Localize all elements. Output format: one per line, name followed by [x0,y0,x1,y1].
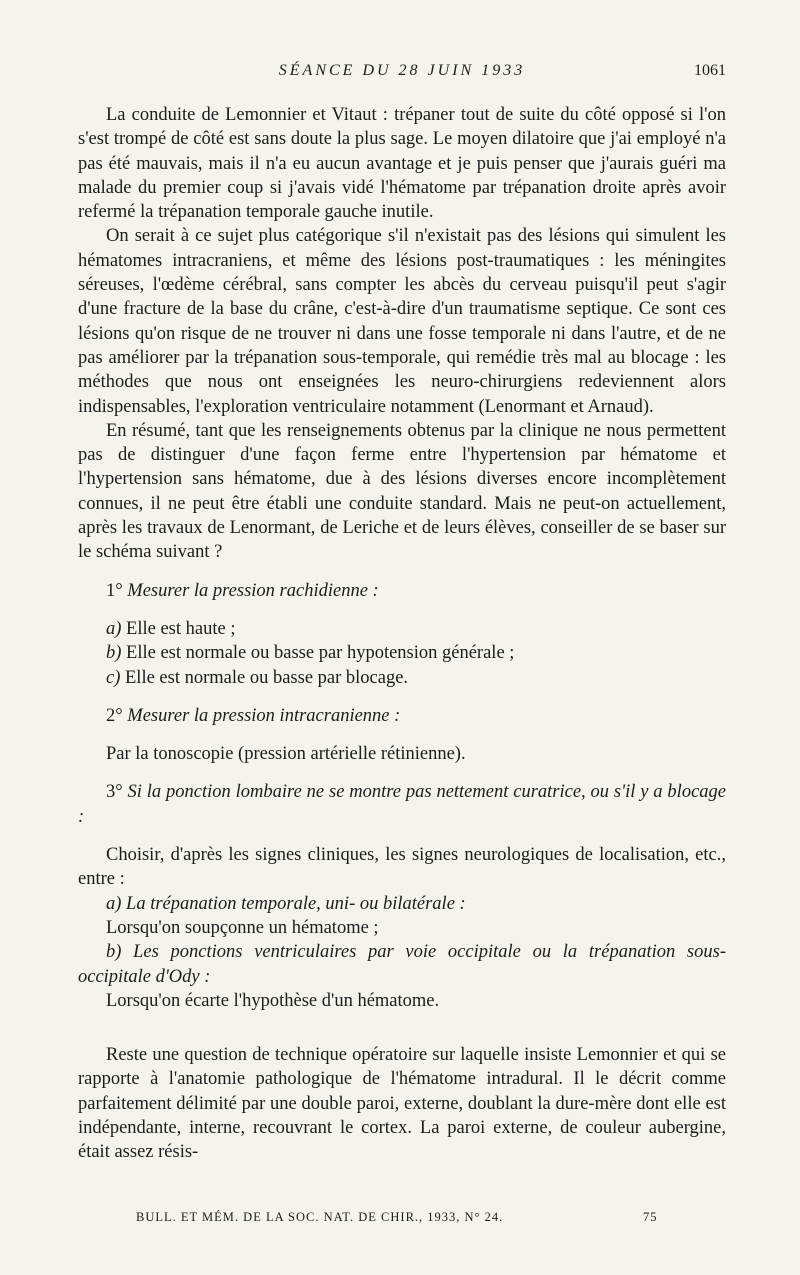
item-text: La trépanation temporale, uni- ou bilatérale : [126,893,466,914]
step-3-number: 3° [106,782,123,803]
step-3-text: Choisir, d'après les signes cliniques, les signes neurologiques de localisation, etc., entre : [78,845,726,890]
schema-step-3 [78,780,726,829]
step-1-item-b [78,641,726,665]
step-3-item-b [78,940,726,989]
body-text [78,103,726,1165]
step-1-item-c [78,666,726,690]
schema-step-1 [78,579,726,603]
journal-citation: BULL. ET MÉM. DE LA SOC. NAT. DE CHIR., 1933, N° 24. [136,1210,504,1224]
item-letter: a) [106,618,122,639]
item-text: Elle est normale ou basse par hypotension générale ; [126,643,515,664]
step-1-item-a [78,617,726,641]
item-letter: b) [106,643,122,664]
item-letter: b) [106,942,122,963]
item-text: Elle est haute ; [126,618,236,639]
paragraph-3: En résumé, tant que les renseignements obtenus par la clinique ne nous permettent pas de distinguer d'une façon ferme entre l'hypertension par hématome et l'hypertension sans hématome, due à des lésions diverses encore incomplètement connues, il ne peut être établi une conduite standard. Mais ne peut-on actuellement, après les travaux de Lenormant, de Leriche et de leurs élèves, conseiller de se baser sur le schéma suivant ? [78,420,726,563]
step-2-number: 2° [106,705,123,726]
step-2-text: Par la tonoscopie (pression artérielle rétinienne). [106,744,466,765]
paragraph-2: On serait à ce sujet plus catégorique s'il n'existait pas des lésions qui simulent les hématomes intracraniens, et même des lésions post-traumatiques : les méningites séreuses, l'œdème cérébral, sans compter les abcès du cerveau puisqu'il peut s'agir d'une fracture de la base du crâne, c'est-à-dire d'un traumatisme septique. Ce sont ces lésions qu'on risque de ne trouver ni dans une fosse temporale ni dans l'autre, et de ne pas améliorer par la trépanation sous-temporale, qui remédie très mal au blocage : les méthodes que nous ont enseignées les neuro-chirurgiens redeviennent alors indispensables, l'exploration ventriculaire notamment (Lenormant et Arnaud). [78,226,726,417]
paragraph-4: Reste une question de technique opératoire sur laquelle insiste Lemonnier et qui se rapporte à l'anatomie pathologique de l'hématome intradural. Il le décrit comme parfaitement délimité par une double paroi, externe, doublant la dure-mère dont elle est indépendante, interne, recouvrant le cortex. La paroi externe, de couleur aubergine, était assez résis- [78,1045,726,1163]
signature-mark: 75 [643,1210,658,1224]
step-3-item-a-condition: Lorsqu'on soupçonne un hématome ; [106,917,379,938]
item-text: Les ponctions ventriculaires par voie occipitale ou la trépanation sous-occipitale d'Ody : [78,942,726,987]
item-letter: a) [106,893,122,914]
step-1-number: 1° [106,580,123,601]
step-3-title: Si la ponction lombaire ne se montre pas nettement curatrice, ou s'il y a blocage : [78,782,726,827]
schema-step-2 [78,704,726,728]
page-number: 1061 [694,62,726,79]
running-title: SÉANCE DU 28 JUIN 1933 [278,62,526,79]
item-text: Elle est normale ou basse par blocage. [125,667,409,688]
step-2-title: Mesurer la pression intracranienne : [127,705,401,726]
step-3-item-a [78,892,726,916]
paragraph-1: La conduite de Lemonnier et Vitaut : trépaner tout de suite du côté opposé si l'on s'est trompé de côté est sans doute la plus sage. Le moyen dilatoire que j'ai employé n'a pas été mauvais, mais il n'a eu aucun avantage et je puis penser que j'aurais guéri ma malade du premier coup si j'avais vidé l'hématome par trépanation droite après avoir refermé la trépanation temporale gauche inutile. [78,105,726,223]
step-1-title: Mesurer la pression rachidienne : [127,580,379,601]
step-3-item-b-condition: Lorsqu'on écarte l'hypothèse d'un hématome. [106,990,440,1011]
page-header [78,62,726,86]
item-letter: c) [106,667,121,688]
